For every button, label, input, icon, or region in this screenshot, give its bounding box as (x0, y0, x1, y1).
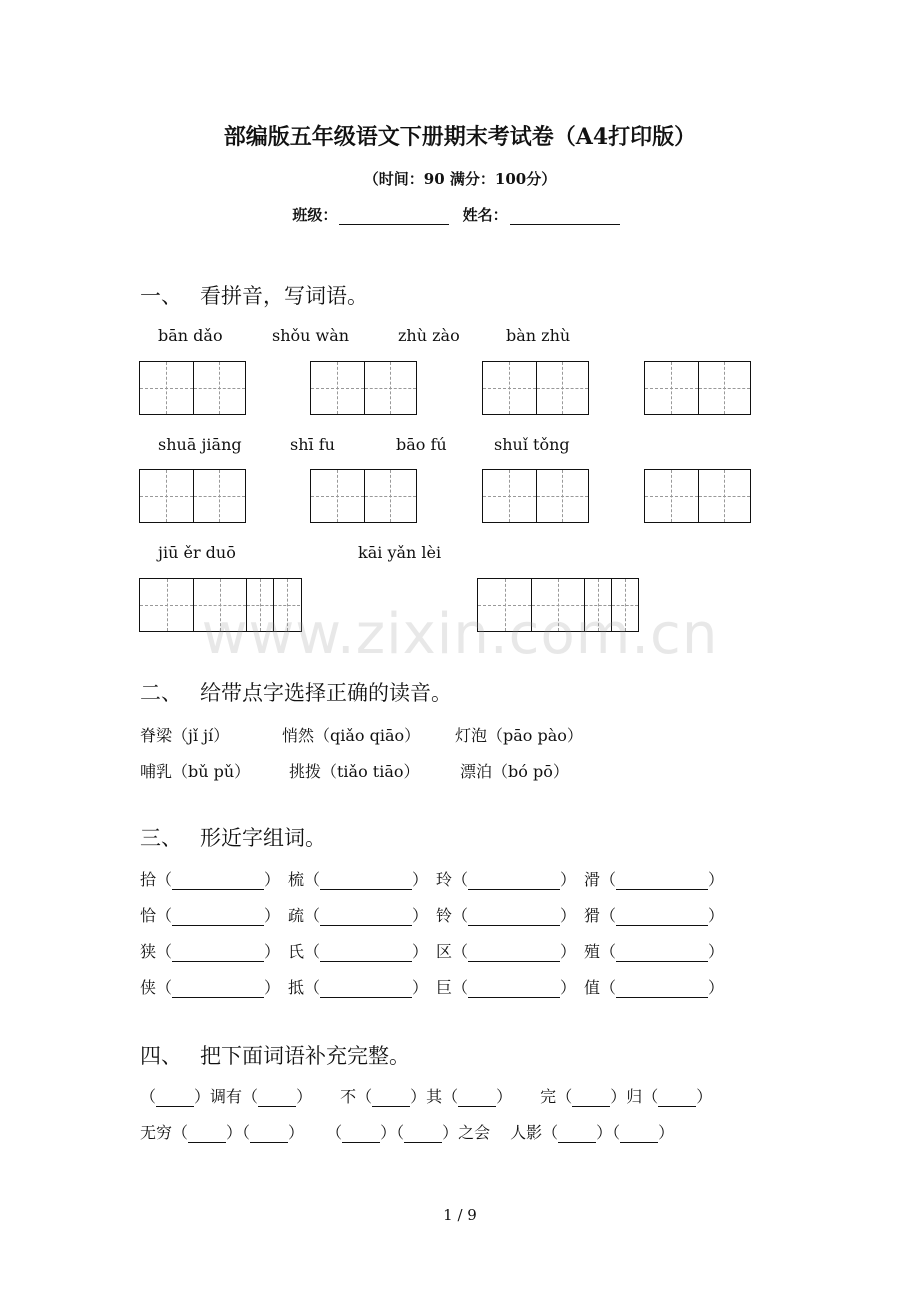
writing-grid[interactable] (644, 469, 751, 523)
answer-blank[interactable] (320, 875, 412, 890)
char: 梳 (288, 870, 305, 889)
writing-grid[interactable] (139, 361, 246, 415)
answer-blank[interactable] (468, 911, 560, 926)
char: 区 (436, 942, 453, 961)
writing-grid[interactable] (482, 469, 589, 523)
word-group-item: 拾（ ） (140, 870, 281, 889)
class-blank[interactable] (339, 208, 449, 225)
pinyin-label: shǒu wàn (272, 326, 350, 345)
student-info-line (0, 204, 920, 225)
pronunciation-item[interactable]: 漂泊（bó pō） (460, 762, 569, 781)
char: 玲 (436, 870, 453, 889)
writing-grid[interactable] (139, 469, 246, 523)
pinyin-label: jiū ěr duō (158, 543, 236, 562)
section-number: 四、 (140, 1044, 182, 1068)
pinyin-label: shuā jiāng (158, 435, 242, 454)
section-number: 二、 (140, 681, 182, 705)
word-group-item: 恰（ ） (140, 906, 281, 925)
idiom-text: 不 (340, 1087, 357, 1106)
answer-blank[interactable] (468, 983, 560, 998)
answer-blank[interactable] (572, 1092, 610, 1107)
char: 恰 (140, 906, 157, 925)
answer-blank[interactable] (320, 911, 412, 926)
word-group-item: 值（ ） (584, 978, 725, 997)
class-label: 班级： (292, 206, 338, 224)
char: 巨 (436, 978, 453, 997)
answer-blank[interactable] (172, 911, 264, 926)
answer-blank[interactable] (616, 947, 708, 962)
answer-blank[interactable] (172, 983, 264, 998)
word-group-item: 玲（ ） (436, 870, 577, 889)
answer-blank[interactable] (616, 983, 708, 998)
word-group-item: 侠（ ） (140, 978, 281, 997)
pronunciation-item[interactable]: 脊梁（jǐ jí） (140, 726, 230, 745)
char: 铃 (436, 906, 453, 925)
answer-blank[interactable] (250, 1128, 288, 1143)
answer-blank[interactable] (468, 947, 560, 962)
pronunciation-item[interactable]: 挑拨（tiǎo tiāo） (289, 762, 420, 781)
answer-blank[interactable] (620, 1128, 658, 1143)
word-group-item: 巨（ ） (436, 978, 577, 997)
word-group-item: 猾（ ） (584, 906, 725, 925)
writing-grid[interactable] (310, 361, 417, 415)
exam-time-score: （时间：90 满分：100分） (363, 170, 557, 188)
char: 殖 (584, 942, 601, 961)
word-group-item: 区（ ） (436, 942, 577, 961)
answer-blank[interactable] (468, 875, 560, 890)
section-number: 三、 (140, 826, 182, 850)
answer-blank[interactable] (616, 875, 708, 890)
name-label: 姓名： (462, 206, 508, 224)
pinyin-label: zhù zào (398, 326, 460, 345)
pinyin-label: bān dǎo (158, 326, 223, 345)
idiom-text: 其 (426, 1087, 443, 1106)
section-number: 一、 (140, 284, 182, 308)
answer-blank[interactable] (458, 1092, 496, 1107)
section-title: 给带点字选择正确的读音。 (200, 681, 452, 705)
name-blank[interactable] (510, 208, 620, 225)
section-3-heading (140, 822, 326, 852)
word-group-item: 殖（ ） (584, 942, 725, 961)
pinyin-label: kāi yǎn lèi (358, 543, 442, 562)
char: 值 (584, 978, 601, 997)
char: 抵 (288, 978, 305, 997)
word-group-item: 抵（ ） (288, 978, 429, 997)
idiom-text: 无穷 (140, 1123, 173, 1142)
watermark: www.zixin.com.cn (201, 602, 719, 667)
char: 猾 (584, 906, 601, 925)
answer-blank[interactable] (372, 1092, 410, 1107)
idiom-text: 归 (626, 1087, 643, 1106)
word-group-item: 滑（ ） (584, 870, 725, 889)
answer-blank[interactable] (172, 947, 264, 962)
writing-grid[interactable] (644, 361, 751, 415)
word-group-item: 铃（ ） (436, 906, 577, 925)
section-title: 形近字组词。 (200, 826, 326, 850)
answer-blank[interactable] (172, 875, 264, 890)
char: 狭 (140, 942, 157, 961)
section-title: 看拼音，写词语。 (200, 284, 368, 308)
writing-grid[interactable] (310, 469, 417, 523)
section-2-heading (140, 677, 452, 707)
page-number: 1 / 9 (443, 1206, 477, 1224)
section-1-heading (140, 280, 368, 310)
char: 拾 (140, 870, 157, 889)
answer-blank[interactable] (616, 911, 708, 926)
pinyin-label: bāo fú (396, 435, 447, 454)
char: 侠 (140, 978, 157, 997)
answer-blank[interactable] (404, 1128, 442, 1143)
section-4-heading (140, 1040, 410, 1070)
answer-blank[interactable] (258, 1092, 296, 1107)
answer-blank[interactable] (156, 1092, 194, 1107)
section-title: 把下面词语补充完整。 (200, 1044, 410, 1068)
word-group-item: 氏（ ） (288, 942, 429, 961)
pronunciation-item[interactable]: 悄然（qiǎo qiāo） (282, 726, 421, 745)
pinyin-label: shuǐ tǒng (494, 435, 570, 454)
char: 滑 (584, 870, 601, 889)
idiom-text: 完 (540, 1087, 557, 1106)
answer-blank[interactable] (342, 1128, 380, 1143)
word-group-item: 疏（ ） (288, 906, 429, 925)
char: 氏 (288, 942, 305, 961)
idiom-text: 之会 (458, 1123, 491, 1142)
word-group-item: 梳（ ） (288, 870, 429, 889)
answer-blank[interactable] (658, 1092, 696, 1107)
pinyin-label: shī fu (290, 435, 335, 454)
word-group-item: 狭（ ） (140, 942, 281, 961)
char: 疏 (288, 906, 305, 925)
page-title: 部编版五年级语文下册期末考试卷（A4打印版） (223, 124, 697, 150)
pinyin-label: bàn zhù (506, 326, 571, 345)
writing-grid[interactable] (482, 361, 589, 415)
answer-blank[interactable] (320, 947, 412, 962)
idiom-row: 无穷（ ）（ ） （ ）（ ）之会 人影（ ）（ ） (140, 1123, 675, 1142)
idiom-text: 人影 (510, 1123, 543, 1142)
answer-blank[interactable] (320, 983, 412, 998)
pronunciation-item[interactable]: 哺乳（bǔ pǔ） (140, 762, 251, 781)
pronunciation-item[interactable]: 灯泡（pāo pào） (455, 726, 583, 745)
idiom-row: （ ）调有（ ） 不（ ）其（ ） 完（ ）归（ ） (140, 1087, 713, 1106)
answer-blank[interactable] (558, 1128, 596, 1143)
idiom-text: 调有 (210, 1087, 243, 1106)
answer-blank[interactable] (188, 1128, 226, 1143)
